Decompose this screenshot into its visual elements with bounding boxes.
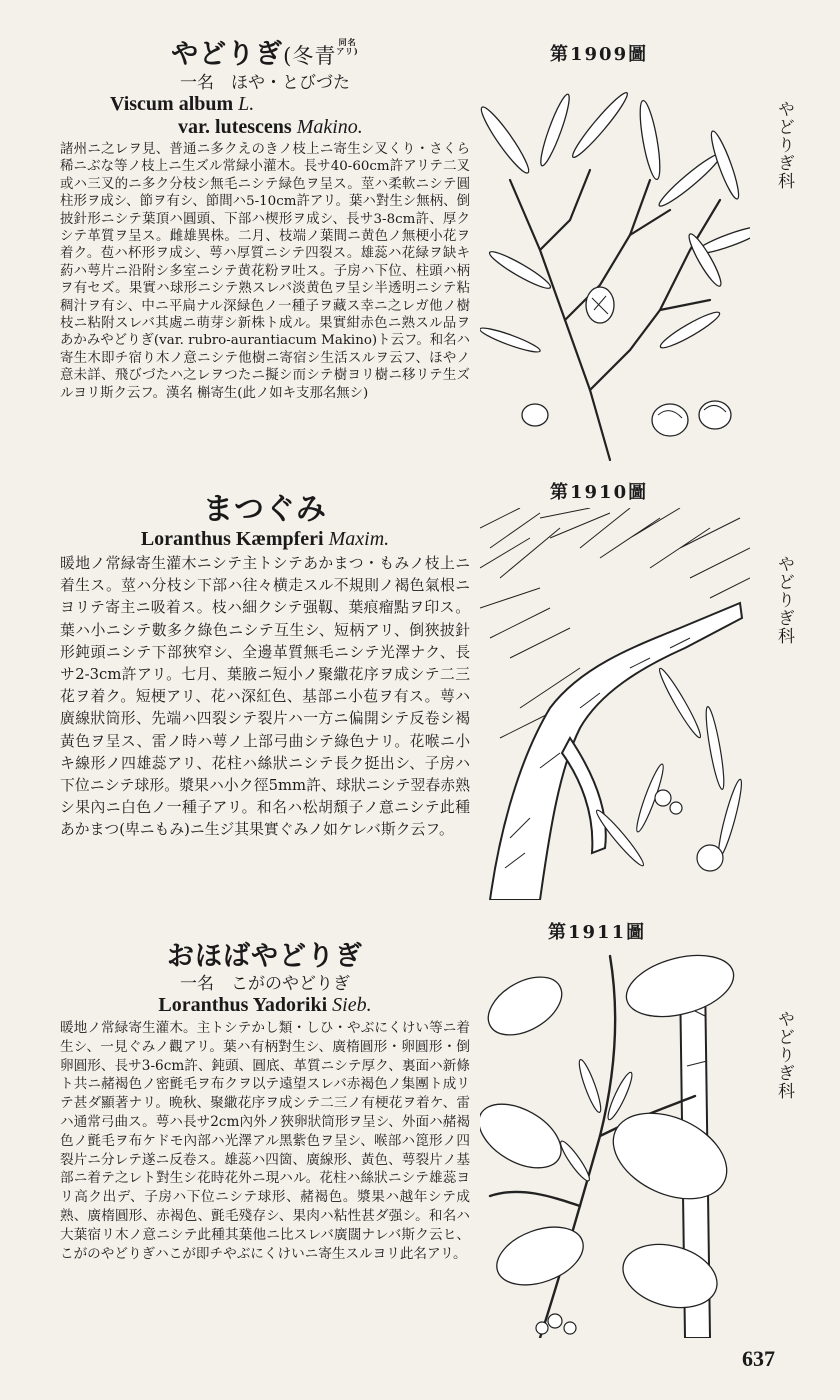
- alias: 一名 ほや・とびづた: [180, 73, 350, 93]
- entry-body: 諸州ニ之レヲ見、普通ニ多クえのきノ枝上ニ寄生シ叉くり・さくら稀ニぶな等ノ枝上ニ生ズル常緑小灌木。長サ40-60cm許アリテ二叉或ハ三叉的ニ多ク分枝シ無毛ニシテ緑色ヲ呈ス。莖ハ柔軟ニシテ圓柱形ヲ成シ、節ヲ有シ、節間ハ5-10cm許アリ。葉ハ對生シ無柄、倒披針形ニシテ葉頂ハ圓頭、下部ハ楔形ヲ成シ、長サ3-8cm許、厚クシテ革質ヲ呈ス。雌雄異株。二月、枝端ノ葉間ニ黄色ノ無梗小花ヲ着ク。苞ハ杯形ヲ成シ、萼ハ厚質ニシテ四裂ス。雄蕊ハ花緑ヲ缺キ葯ハ萼片ニ沿附シ多室ニシテ黄花粉ヲ吐ス。子房ハ下位、柱頭ハ柄ヲ有セズ。果實ハ球形ニシテ熟スレバ淡黄色ヲ呈シ半透明ニシテ粘稠汁ヲ有シ、中ニ平扁ナル深緑色ノ一種子ヲ藏ス幸ニ之レガ他ノ樹枝ニ粘附スレバ其處ニ萌芽シ新株ト成ル。果實紺赤色ニ熟スル品ヲあかみやどりぎ(var. rubro-aurantiacum Makino)ト云フ。和名ハ寄生木即チ宿り木ノ意ニシテ他樹ニ寄宿シ生活スルヲ云フ、ほやノ意未詳、飛びづたハ之レヲつたニ擬シ而シテ樹ヨリ樹ニ移リテ生ズルヨリ斯ク云フ。漢名 槲寄生(此ノ如キ支那名無シ): [60, 142, 470, 401]
- entry-title: おほばやどりぎ: [167, 941, 363, 972]
- entry-body: 暖地ノ常緑寄生灌木。主トシテかし類・しひ・やぶにくけい等ニ着生シ、一見ぐみノ觀アリ。葉ハ有柄對生シ、廣楕圓形・卵圓形・倒卵圓形、長サ3-6cm許、鈍頭、圓底、革質ニシテ厚ク、裏面ハ新條ト共ニ赭褐色ノ密氈毛ヲ布クヲ以テ遠望スレバ赤褐色ノ集團ト成リテ甚ダ顯著ナリ。晩秋、聚繖花序ヲ成シテ二三ノ有梗花ヲ着ケ、雷ハ通常弓曲ス。萼ハ長サ2cm內外ノ狹卵狀筒形ヲ呈シ、外面ハ赭褐色ノ氈毛ヲ布ケドモ內部ハ光澤アル黑紫色ヲ呈シ、喉部ハ箆形ノ四裂片ニ分レテ遂ニ反卷ス。雄蕊ハ四箇、廣線形、黃色、萼裂片ノ基部ニ着テ之レト對生シ花時花外ニ現ハル。花柱ハ絲狀ニシテ雄蕊ヨリ高ク出デ、子房ハ下位ニシテ球形、赭褐色。漿果ハ越年シテ成熟、廣楕圓形、赤褐色、氈毛殘存シ、果肉ハ粘性甚ダ强シ。和名ハ大葉宿リ木ノ意ニシテ此種其葉他ニ比スレバ廣闊ナレバ斯ク云ヒ、こがのやどりぎハこが即チやぶにくけいニ寄生スルヨリ此名アリ。: [60, 1020, 470, 1262]
- entry-body: 暖地ノ常緑寄生灌木ニシテ主トシテあかまつ・もみノ枝上ニ着生ス。莖ハ分枝シ下部ハ往々横走スル不規則ノ褐色氣根ニヨリテ寄主ニ吸着ス。枝ハ細クシテ强靱、葉痕瘤點ヲ印ス。葉ハ小ニシテ數多ク綠色ニシテ互生シ、短柄アリ、倒狹披針形鈍頭ニシテ下部狹窄シ、全邊革質無毛ニシテ光澤ナク、長サ2-3cm許アリ。七月、葉腋ニ短小ノ聚繖花序ヲ成シテ二三花ヲ着ク。短梗アリ、花ハ深紅色、基部ニ小苞ヲ有ス。萼ハ廣線狀筒形、先端ハ四裂シテ裂片ハ一方ニ偏開シテ反卷シ褐黃色ヲ呈ス、雷ノ時ハ萼ノ上部弓曲シテ綠色ナリ。花喉ニ小キ線形ノ四雄蕊アリ、花柱ハ絲狀ニシテ長ク挺出シ、子房ハ下位ニシテ球形。漿果ハ小ク徑5mm許、球狀ニシテ翌春赤熟シ果內ニ白色ノ一種子アリ。和名ハ松胡頹子ノ意ニシテ此種あかまつ(卑ニもみ)ニ生ジ其果實ぐみノ如ケレバ斯ク云フ。: [60, 555, 470, 839]
- entry-matsugumi: [60, 492, 470, 842]
- synonym: (冬青: [283, 44, 337, 68]
- entry-ohobayadorigi: [60, 940, 470, 1263]
- entry-title: まつぐみ: [203, 492, 327, 527]
- family-label: やどりぎ科: [774, 100, 794, 190]
- page-number: 637: [742, 1346, 775, 1371]
- latin-name: Viscum album L.: [110, 93, 255, 115]
- alias: 一名 こがのやどりぎ: [180, 974, 350, 994]
- entry-title: やどりぎ(冬青同名 アリ): [171, 37, 359, 70]
- figure-label: 第1910圖: [550, 482, 649, 503]
- illustration-viscum: [480, 70, 750, 465]
- figure-label: 第1911圖: [548, 922, 647, 943]
- latin-name: Loranthus Yadoriki Sieb.: [158, 994, 372, 1016]
- family-label: やどりぎ科: [774, 1010, 794, 1100]
- illustration-ohobayadorigi: [480, 946, 750, 1338]
- synonym-note: 同名 アリ): [336, 37, 359, 56]
- family-label: やどりぎ科: [774, 555, 794, 645]
- latin-variety: var. lutescens Makino.: [178, 116, 363, 138]
- figure-label: 第1909圖: [550, 44, 649, 65]
- illustration-matsugumi: [480, 508, 750, 900]
- entry-yadorigi: [60, 38, 470, 402]
- latin-name: Loranthus Kæmpferi Maxim.: [140, 528, 390, 550]
